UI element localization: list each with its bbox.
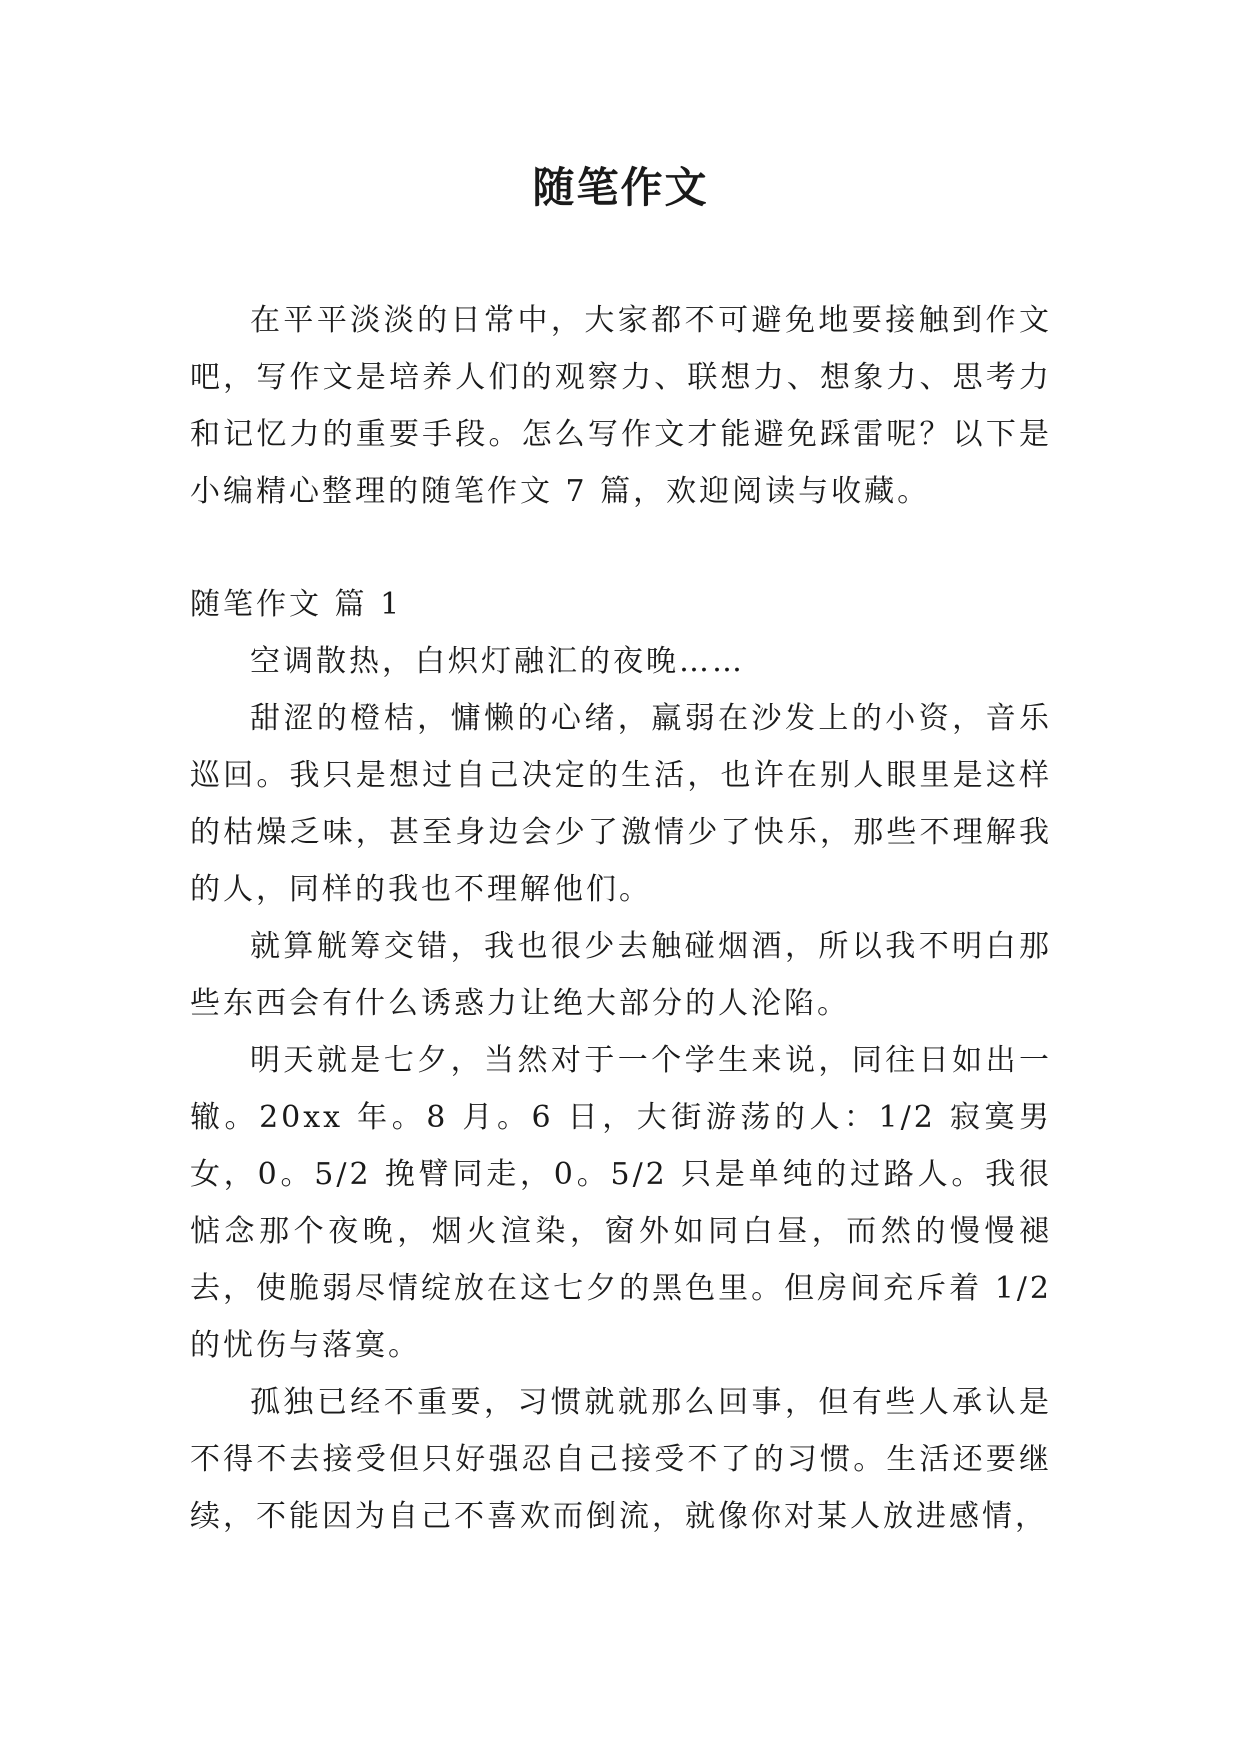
document-body xyxy=(190,292,1052,1545)
intro-paragraph: 在平平淡淡的日常中，大家都不可避免地要接触到作文吧，写作文是培养人们的观察力、联想力、想象力、思考力和记忆力的重要手段。怎么写作文才能避免踩雷呢？以下是小编精心整理的随笔作文 7 篇，欢迎阅读与收藏。 xyxy=(190,303,1052,509)
body-paragraph: 空调散热，白炽灯融汇的夜晚…… xyxy=(250,644,745,679)
body-paragraph: 就算觥筹交错，我也很少去触碰烟酒，所以我不明白那些东西会有什么诱惑力让绝大部分的人沦陷。 xyxy=(190,929,1052,1021)
document-title: 随笔作文 xyxy=(532,163,709,212)
body-paragraph: 孤独已经不重要，习惯就就那么回事，但有些人承认是不得不去接受但只好强忍自己接受不了的习惯。生活还要继续，不能因为自己不喜欢而倒流，就像你对某人放进感情， xyxy=(190,1385,1052,1534)
body-paragraph: 明天就是七夕，当然对于一个学生来说，同往日如出一辙。20xx 年。8 月。6 日，大街游荡的人：1/2 寂寞男女，0。5/2 挽臂同走，0。5/2 只是单纯的过路人。我很惦念那个夜晚，烟火渲染，窗外如同白昼，而然的慢慢褪去，使脆弱尽情绽放在这七夕的黑色里。但房间充斥着 1/2 的忧伤与落寞。 xyxy=(190,1043,1052,1363)
section-heading: 随笔作文 篇 1 xyxy=(190,587,403,622)
body-paragraph: 甜涩的橙桔，慵懒的心绪，羸弱在沙发上的小资，音乐巡回。我只是想过自己决定的生活，也许在别人眼里是这样的枯燥乏味，甚至身边会少了激情少了快乐，那些不理解我的人，同样的我也不理解他们。 xyxy=(190,701,1052,907)
